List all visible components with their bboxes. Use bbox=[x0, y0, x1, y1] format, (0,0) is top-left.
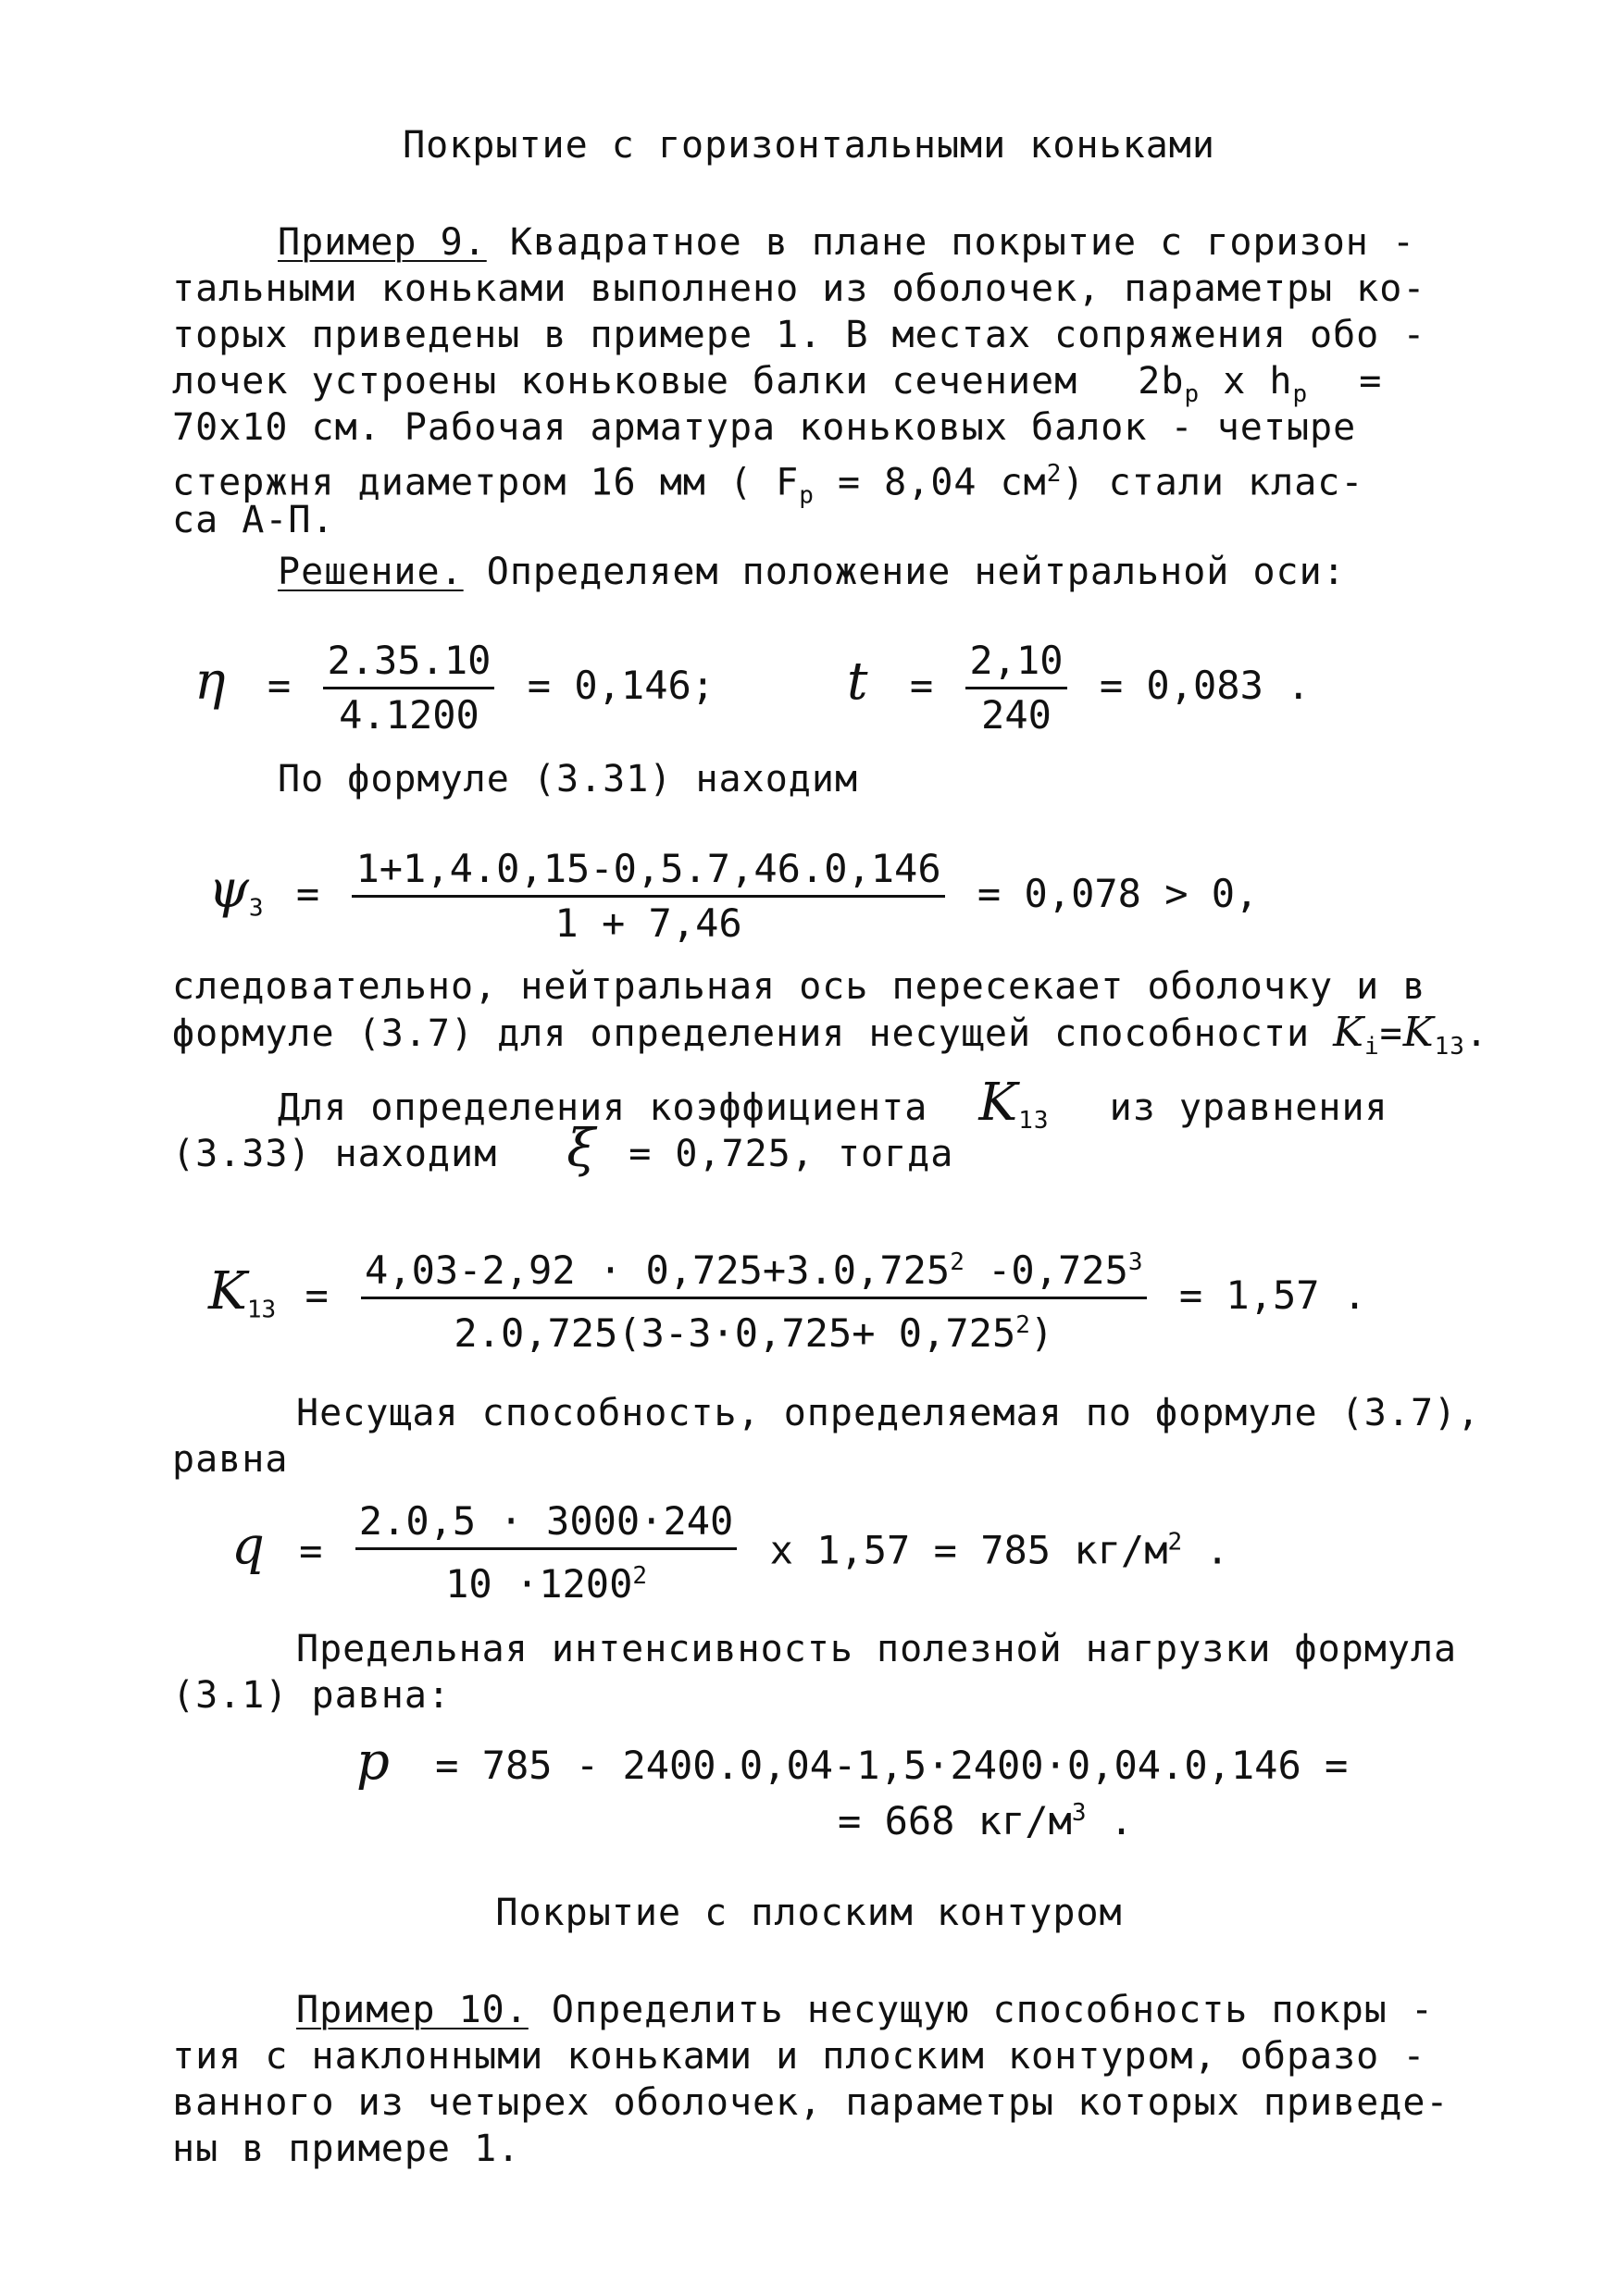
psi-fraction: $\frac{1+1,4.0,15-0,5.7,46.0,146}{1 + 7,46}$ bbox=[352, 847, 944, 946]
k13-fraction: $\frac{4,03-2,92 \cdot 0,725+3.0,725^2 -0,725^3}{2.0,725(3-3\cdot 0,725+ 0,725^2)}$ bbox=[361, 1240, 1146, 1356]
example-9-line-7: са А-П. bbox=[172, 499, 335, 541]
q-fraction: $\frac{2.0,5 \cdot 3000\cdot 240}{10 \cdot 1200^2}$ bbox=[355, 1499, 738, 1607]
solution-label: Решение. bbox=[278, 551, 464, 593]
example-10-line-1: Пример 10. Определить несущую способность покры - bbox=[296, 1989, 1435, 2031]
formula-reference-331: По формуле (3.31) находим bbox=[278, 758, 859, 800]
example-9-label: Пример 9. bbox=[278, 221, 487, 264]
example-9-line-3: торых приведены в примере 1. В местах сопряжения обо - bbox=[172, 314, 1426, 356]
example-10-line-3: ванного из четырех оболочек, параметры которых приведе- bbox=[172, 2081, 1450, 2124]
example-9-line-1: Пример 9. Квадратное в плане покрытие с горизон - bbox=[278, 221, 1416, 264]
example-10-line-4: ны в примере 1. bbox=[172, 2128, 521, 2170]
capacity-line-1: Несущая способность, определяемая по формуле (3.7), bbox=[296, 1392, 1481, 1434]
example-10-line-2: тия с наклонными коньками и плоским контуром, образо - bbox=[172, 2035, 1426, 2078]
example-10-label: Пример 10. bbox=[296, 1989, 529, 2031]
coef-line-2: (3.33) находим ξ = 0,725, тогда bbox=[172, 1119, 954, 1179]
t-fraction: $\frac{2,10}{240}$ bbox=[965, 639, 1066, 738]
example-9-line-6: стержня диаметром 16 мм ( $F_p = 8,04$ $см^2$) стали клас- bbox=[172, 460, 1364, 510]
consequence-line-1: следовательно, нейтральная ось пересекает оболочку и в bbox=[172, 965, 1426, 1008]
t-formula: t = $\frac{2,10}{240}$ = 0,083 . bbox=[847, 638, 1311, 738]
eta-formula: η = $\frac{2.35.10}{4.1200}$ = 0,146; bbox=[194, 638, 716, 738]
section-heading-2: Покрытие с плоским контуром bbox=[495, 1892, 1123, 1934]
example-9-line-4: лочек устроены коньковые балки сечением $2b_p$ x $h_p$ = bbox=[172, 360, 1383, 408]
k13-formula: $K_{13}$ = $\frac{4,03-2,92 \cdot 0,725+3.0,725^2 -0,725^3}{2.0,725(3-3\cdot 0,725+ 0,725^2)}$ = 1,57 . bbox=[208, 1240, 1366, 1356]
p-formula: p = 785 - 2400.0,04-1,5·2400·0,04.0,146 = bbox=[356, 1731, 1349, 1792]
example-9-line-5: 70x10 см. Рабочая арматура коньковых балок - четыре bbox=[172, 406, 1357, 449]
limit-line-1: Предельная интенсивность полезной нагрузки формула bbox=[296, 1628, 1458, 1670]
capacity-line-2: равна bbox=[172, 1438, 289, 1481]
eta-fraction: $\frac{2.35.10}{4.1200}$ bbox=[323, 639, 494, 738]
p-formula-line-2: = 668 $кг/м^3$ . bbox=[838, 1798, 1134, 1843]
consequence-line-2: формуле (3.7) для определения несущей способности $K_i=K_{13}$. bbox=[172, 1009, 1489, 1061]
q-formula: q = $\frac{2.0,5 \cdot 3000\cdot 240}{10 \cdot 1200^2}$ x 1,57 = 785 $кг/м^2$ . bbox=[231, 1498, 1229, 1607]
solution-line: Решение. Определяем положение нейтральной оси: bbox=[278, 551, 1346, 593]
coef-line-1: Для определения коэффициента $K_{13}$ из уравнения bbox=[278, 1073, 1388, 1135]
limit-line-2: (3.1) равна: bbox=[172, 1674, 451, 1717]
section-formula: $2b_p$ x $h_p$ = bbox=[1138, 360, 1383, 408]
psi-formula: $\psi_3$ = $\frac{1+1,4.0,15-0,5.7,46.0,146}{1 + 7,46}$ = 0,078 > 0, bbox=[208, 846, 1259, 946]
example-9-line-2: тальными коньками выполнено из оболочек, параметры ко- bbox=[172, 267, 1426, 310]
section-heading: Покрытие с горизонтальными коньками bbox=[403, 124, 1215, 167]
